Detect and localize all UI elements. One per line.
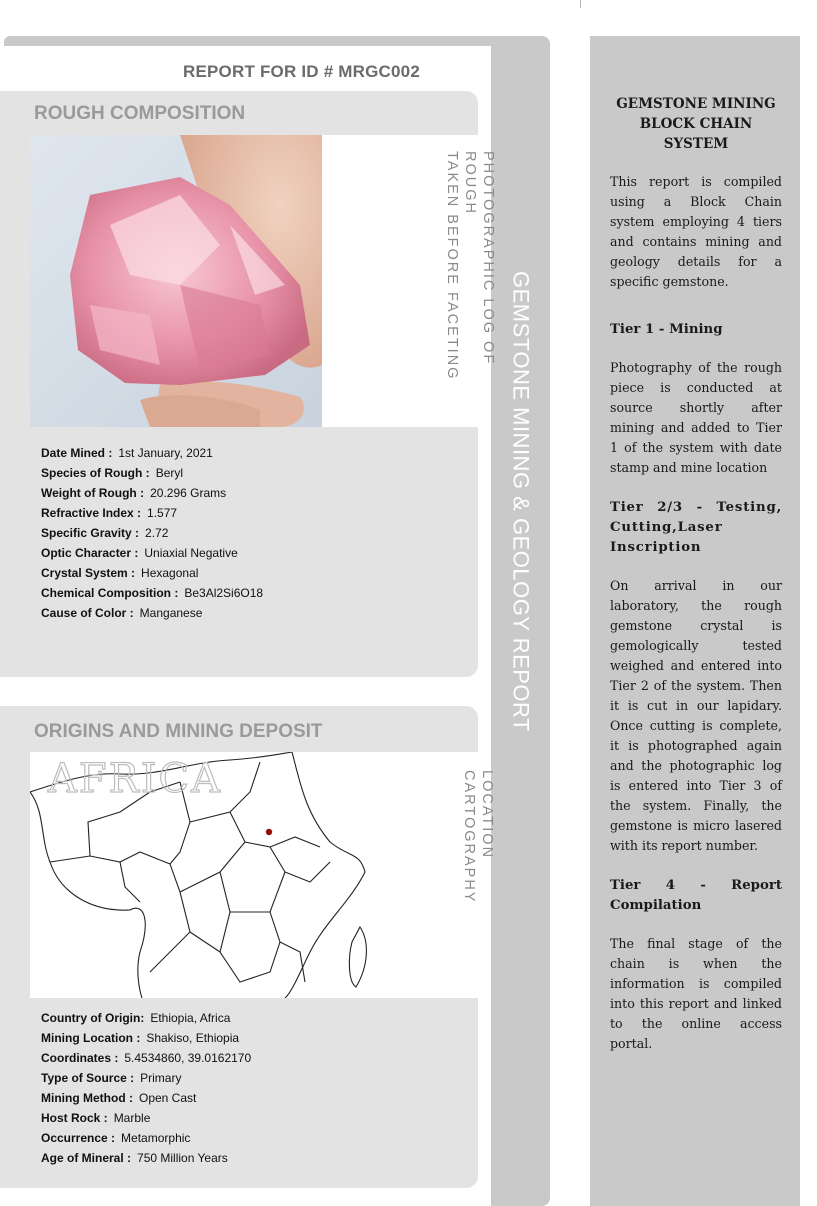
prop-optic-character: Optic Character : Uniaxial Negative xyxy=(41,546,238,560)
blockchain-sidebar xyxy=(590,36,800,1206)
africa-map xyxy=(30,752,390,998)
origins-title: ORIGINS AND MINING DEPOSIT xyxy=(34,721,323,742)
prop-mining-location: Mining Location : Shakiso, Ethiopia xyxy=(41,1031,240,1045)
tier4-text: The final stage of the chain is when the information is compiled into this report and linked to the online access portal. xyxy=(610,936,782,1051)
prop-date-mined: Date Mined : 1st January, 2021 xyxy=(41,446,213,460)
prop-refractive-index: Refractive Index : 1.577 xyxy=(41,506,178,520)
map-area xyxy=(30,752,495,998)
left-frame-top xyxy=(4,36,544,46)
tier23-heading: Tier 2/3 - Testing, Cutting,Laser Inscription xyxy=(610,500,782,555)
origins-panel xyxy=(0,706,495,1188)
prop-chemical-composition: Chemical Composition : Be3Al2Si6O18 xyxy=(41,586,264,600)
tier4-heading: Tier 4 - Report Compilation xyxy=(610,878,782,913)
prop-coordinates: Coordinates : 5.4534860, 39.0162170 xyxy=(41,1051,252,1065)
prop-age-of-mineral: Age of Mineral : 750 Million Years xyxy=(41,1151,228,1165)
photo-log-label: PHOTOGRAPHIC LOG OF ROUGH TAKEN BEFORE FACETING xyxy=(444,151,496,381)
prop-type-of-source: Type of Source : Primary xyxy=(41,1071,182,1085)
prop-weight: Weight of Rough : 20.296 Grams xyxy=(41,486,227,500)
prop-occurrence: Occurrence : Metamorphic xyxy=(41,1131,191,1145)
prop-cause-of-color: Cause of Color : Manganese xyxy=(41,606,203,620)
rough-composition-title: ROUGH COMPOSITION xyxy=(34,103,246,124)
prop-country: Country of Origin: Ethiopia, Africa xyxy=(41,1011,231,1025)
top-divider xyxy=(580,0,581,8)
prop-species: Species of Rough : Beryl xyxy=(41,466,184,480)
sidebar-title: GEMSTONE MINING BLOCK CHAIN SYSTEM xyxy=(616,96,776,152)
origin-properties-list xyxy=(41,1008,251,1168)
mine-location-marker xyxy=(266,829,272,835)
prop-specific-gravity: Specific Gravity : 2.72 xyxy=(41,526,169,540)
location-cartography-label: LOCATION CARTOGRAPHY xyxy=(461,770,495,904)
tier1-heading: Tier 1 - Mining xyxy=(610,322,723,337)
rough-properties-list xyxy=(41,443,263,623)
prop-host-rock: Host Rock : Marble xyxy=(41,1111,151,1125)
sidebar-intro: This report is compiled using a Block Chain system employing 4 tiers and contains mining and geology details for a specific gemstone. xyxy=(610,174,782,289)
prop-mining-method: Mining Method : Open Cast xyxy=(41,1091,197,1105)
rough-composition-panel xyxy=(0,91,496,677)
vertical-report-title: GEMSTONE MINING & GEOLOGY REPORT xyxy=(508,270,534,732)
prop-crystal-system: Crystal System : Hexagonal xyxy=(41,566,199,580)
tier23-text: On arrival in our laboratory, the rough gemstone crystal is gemologically tested weighed and entered into Tier 2 of the system. Then it is cut in our lapidary. Once cutting is complete, it is photographed again and the photographic log is entered into Tier 3 of the system. Finally, the gemstone is micro lasered with its report number. xyxy=(610,578,782,853)
report-id-title: REPORT FOR ID # MRGC002 xyxy=(183,62,420,81)
tier1-text: Photography of the rough piece is conducted at source shortly after mining and added to Tier 1 of the system with date stamp and mine location xyxy=(610,360,782,475)
map-watermark: AFRICA xyxy=(48,756,223,802)
rough-gemstone-photo xyxy=(30,135,322,427)
rough-photo-area xyxy=(30,135,496,427)
